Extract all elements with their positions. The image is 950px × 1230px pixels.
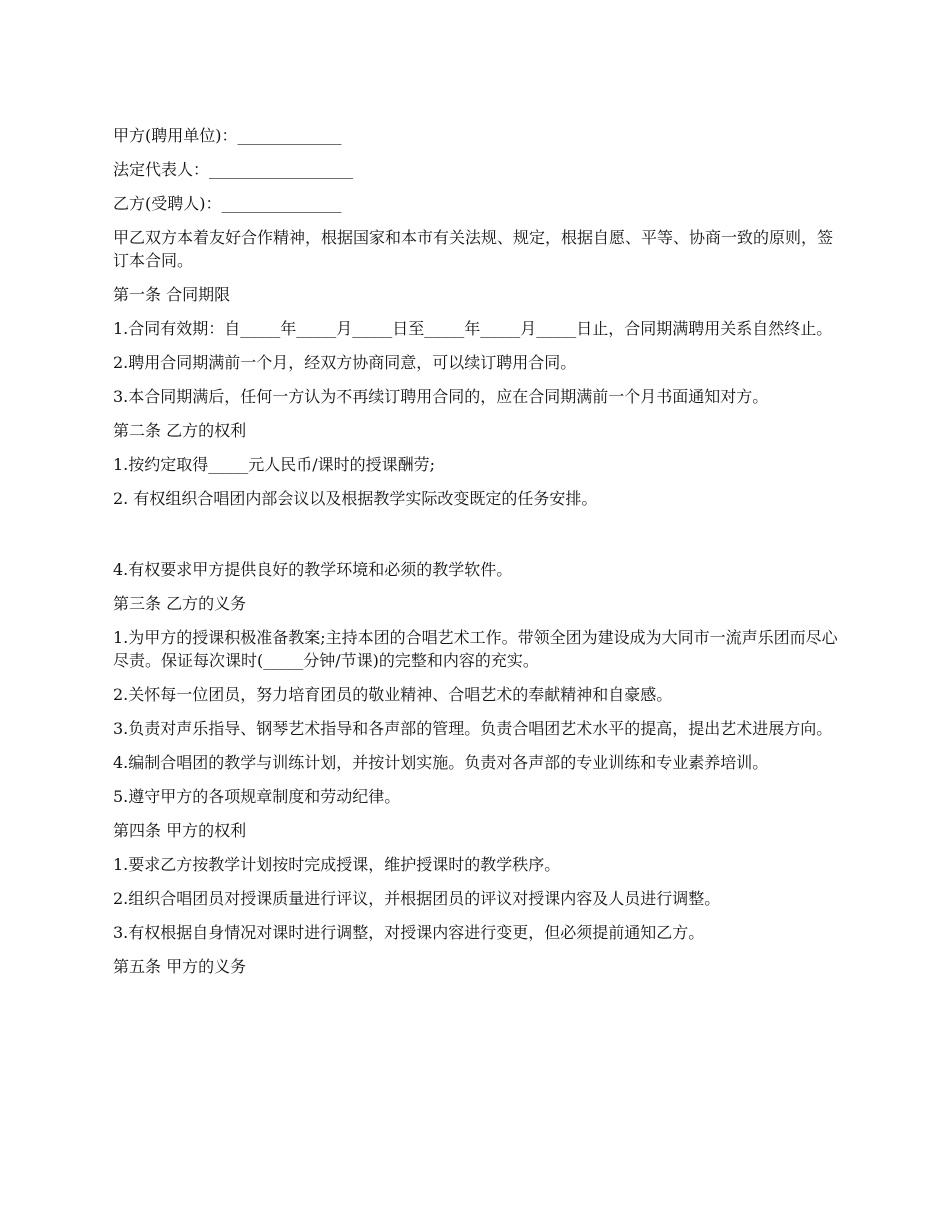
article-2-clause-2: 2. 有权组织合唱团内部会议以及根据教学实际改变既定的任务安排。 (113, 489, 598, 508)
preamble-paragraph: 甲乙双方本着友好合作精神，根据国家和本市有关法规、规定，根据自愿、平等、协商一致的原则，签订本合同。 (113, 228, 834, 270)
article-4-clause-2: 2.组织合唱团员对授课质量进行评议，并根据团员的评议对授课内容及人员进行调整。 (113, 889, 721, 908)
article-1-clause-1: 1.合同有效期：自_____年_____月_____日至_____年_____月_____日止，合同期满聘用关系自然终止。 (113, 319, 833, 338)
article-3-clause-1: 1.为甲方的授课积极准备教案;主持本团的合唱艺术工作。带领全团为建设成为大同市一流声乐团而尽心尽责。保证每次课时(_____分钟/节课)的完整和内容的充实。 (113, 628, 838, 670)
article-1-heading: 第一条 合同期限 (113, 285, 231, 304)
article-3-clause-5: 5.遵守甲方的各项规章制度和劳动纪律。 (113, 787, 401, 806)
article-1-clause-3: 3.本合同期满后，任何一方认为不再续订聘用合同的，应在合同期满前一个月书面通知对方。 (113, 387, 769, 406)
article-3-clause-4: 4.编制合唱团的教学与训练计划，并按计划实施。负责对各声部的专业训练和专业素养培训。 (113, 753, 769, 772)
party-b-line: 乙方(受聘人)：_______________ (113, 194, 342, 213)
article-3-clause-3: 3.负责对声乐指导、钢琴艺术指导和各声部的管理。负责合唱团艺术水平的提高，提出艺术进展方向。 (113, 719, 833, 738)
article-5-heading: 第五条 甲方的义务 (113, 957, 247, 976)
legal-representative-line: 法定代表人：__________________ (113, 160, 354, 179)
article-1-clause-2: 2.聘用合同期满前一个月，经双方协商同意，可以续订聘用合同。 (113, 353, 577, 372)
article-4-heading: 第四条 甲方的权利 (113, 821, 247, 840)
article-2-clause-1: 1.按约定取得_____元人民币/课时的授课酬劳; (113, 455, 436, 474)
blank-gap (113, 521, 838, 558)
article-4-clause-3: 3.有权根据自身情况对课时进行调整，对授课内容进行变更，但必须提前通知乙方。 (113, 923, 705, 942)
party-a-line: 甲方(聘用单位)：_____________ (113, 126, 342, 145)
article-3-heading: 第三条 乙方的义务 (113, 594, 247, 613)
article-2-heading: 第二条 乙方的权利 (113, 421, 247, 440)
contract-document (113, 124, 838, 989)
article-3-clause-2: 2.关怀每一位团员，努力培育团员的敬业精神、合唱艺术的奉献精神和自豪感。 (113, 685, 673, 704)
article-4-clause-1: 1.要求乙方按教学计划按时完成授课，维护授课时的教学秩序。 (113, 855, 561, 874)
article-2-clause-4: 4.有权要求甲方提供良好的教学环境和必须的教学软件。 (113, 560, 513, 579)
